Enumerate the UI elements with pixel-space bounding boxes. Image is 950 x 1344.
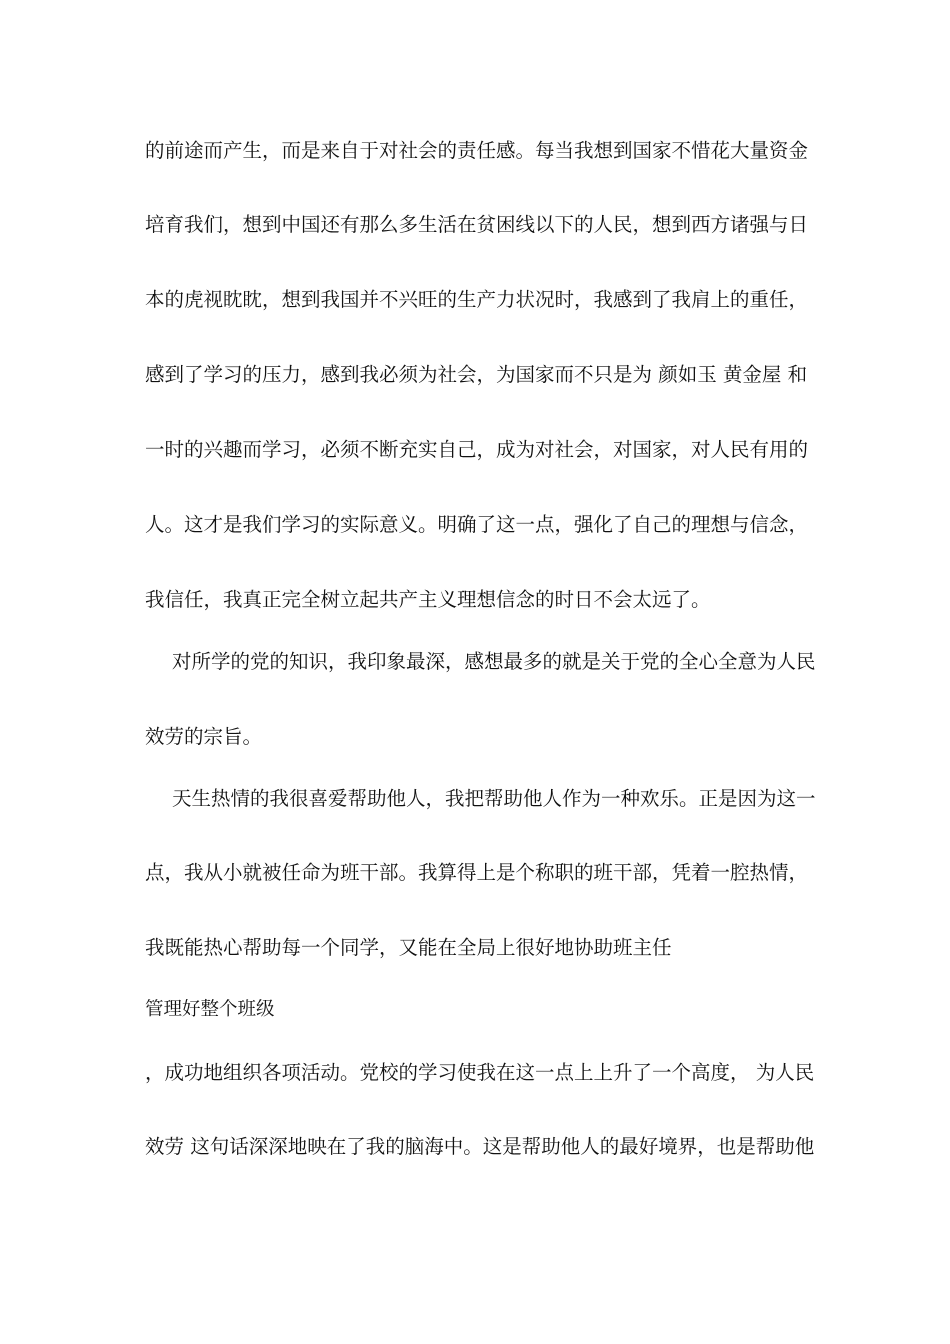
text-line: 效劳 这句话深深地映在了我的脑海中。这是帮助他人的最好境界，也是帮助他 bbox=[145, 1135, 815, 1158]
text-line: 培育我们，想到中国还有那么多生活在贫困线以下的人民，想到西方诸强与日 bbox=[145, 213, 809, 236]
text-line: 一时的兴趣而学习，必须不断充实自己，成为对社会，对国家，对人民有用的 bbox=[145, 438, 809, 461]
text-line: 我信任，我真正完全树立起共产主义理想信念的时日不会太远了。 bbox=[145, 588, 711, 611]
text-line: 的前途而产生，而是来自于对社会的责任感。每当我想到国家不惜花大量资金 bbox=[145, 139, 809, 162]
text-line: 感到了学习的压力，感到我必须为社会，为国家而不只是为 颜如玉 黄金屋 和 bbox=[145, 363, 808, 386]
text-line: 本的虎视眈眈，想到我国并不兴旺的生产力状况时，我感到了我肩上的重任， bbox=[145, 288, 809, 311]
text-line: ，成功地组织各项活动。党校的学习使我在这一点上上升了一个高度， 为人民 bbox=[145, 1061, 815, 1084]
text-line: 点，我从小就被任命为班干部。我算得上是个称职的班干部，凭着一腔热情， bbox=[145, 861, 809, 884]
text-line: 我既能热心帮助每一个同学，又能在全局上很好地协助班主任 bbox=[145, 936, 672, 959]
paragraph-first-line: 对所学的党的知识，我印象最深，感想最多的就是关于党的全心全意为人民 bbox=[172, 650, 816, 673]
text-line: 人。这才是我们学习的实际意义。明确了这一点，强化了自己的理想与信念， bbox=[145, 513, 809, 536]
text-line: 效劳的宗旨。 bbox=[145, 725, 263, 748]
text-line: 管理好整个班级 bbox=[145, 999, 275, 1020]
paragraph-first-line: 天生热情的我很喜爱帮助他人，我把帮助他人作为一种欢乐。正是因为这一 bbox=[172, 787, 816, 810]
